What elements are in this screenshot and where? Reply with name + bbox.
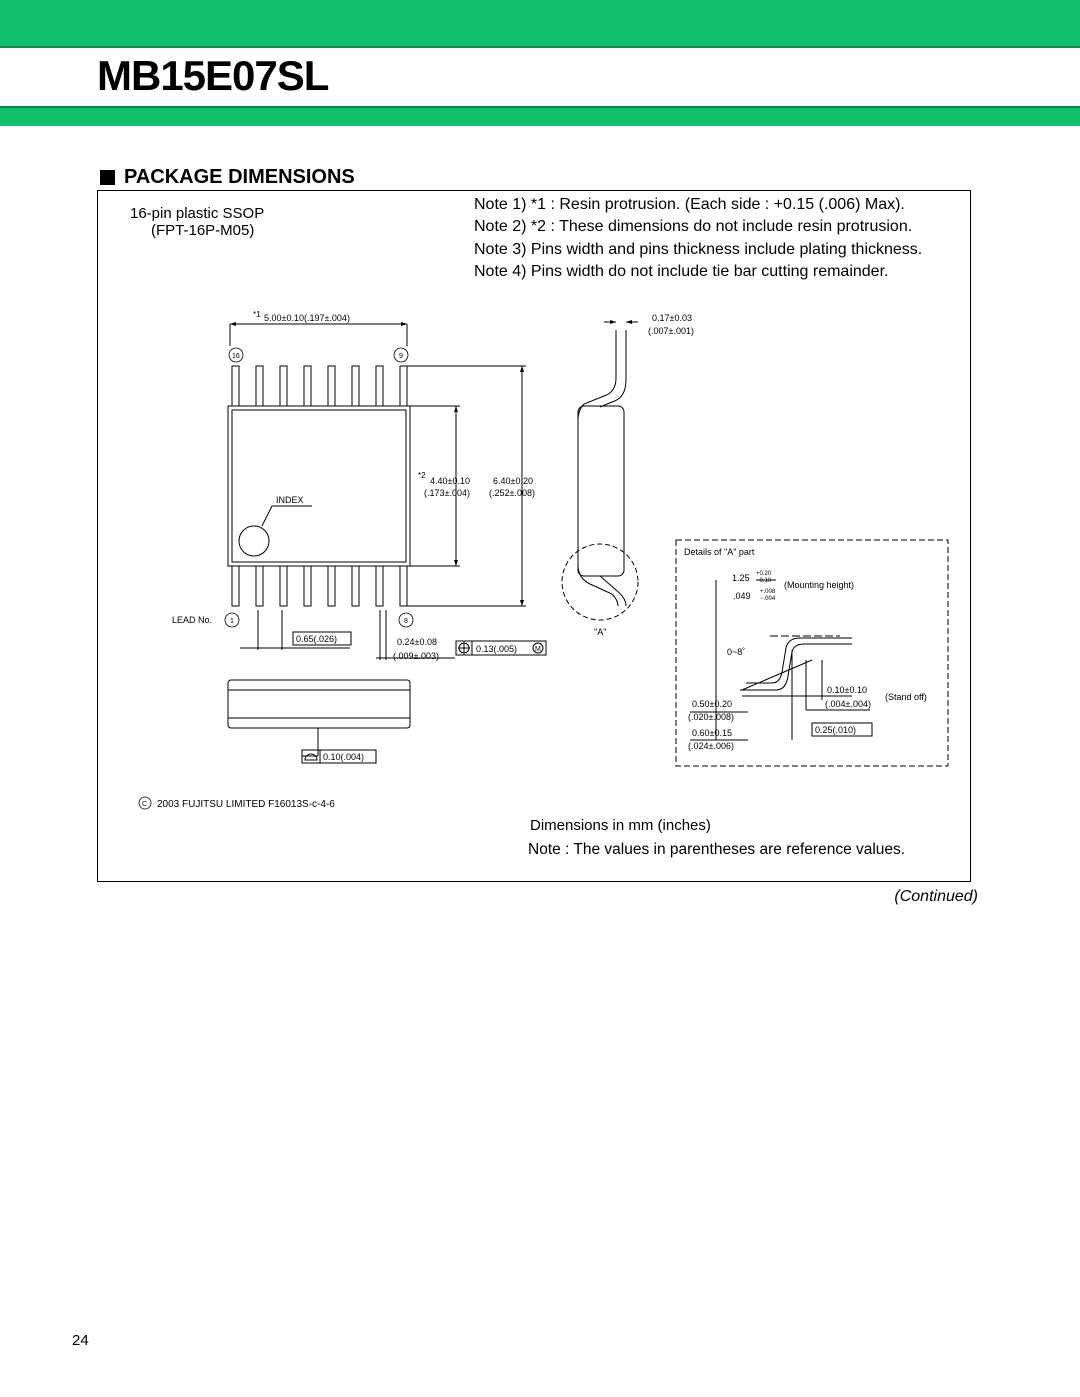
reference-values-note: Note : The values in parentheses are reference values. (528, 841, 906, 858)
copyright-label: 2003 FUJITSU LIMITED F16013S-c-4-6 (157, 799, 335, 810)
detail-reference-label: "A" (594, 627, 607, 637)
mount-height-minus: −0.10 (756, 578, 772, 584)
lead-thickness-inch: (.007±.001) (648, 326, 694, 336)
package-name: 16-pin plastic SSOP (130, 205, 265, 222)
lead-no-label: LEAD No. (172, 615, 213, 625)
angle-label: 0~8˚ (727, 647, 746, 657)
body-length-inch: (.173±.004) (424, 488, 470, 498)
standoff-inch: (.004±.004) (825, 699, 871, 709)
copyright-symbol: C (142, 801, 148, 808)
dimensions-unit-note: Dimensions in mm (inches) (530, 817, 711, 834)
dim-050-inch: (.020±.008) (688, 712, 734, 722)
continued-label: (Continued) (894, 888, 978, 905)
detail-title: Details of "A" part (684, 547, 755, 557)
pin-16-label: 16 (232, 353, 240, 360)
pin-width-label: 0.24±0.08 (397, 637, 437, 647)
package-code: (FPT-16P-M05) (151, 222, 255, 239)
index-label: INDEX (276, 495, 304, 505)
pin-width-inch: (.009±.003) (393, 651, 439, 661)
dim-050-label: 0.50±0.20 (692, 699, 732, 709)
body-width-label: 5.00±0.10(.197±.004) (264, 313, 350, 323)
section-title: PACKAGE DIMENSIONS (124, 166, 355, 188)
note-1: Note 1) *1 : Resin protrusion. (Each side : +0.15 (.006) Max). (474, 196, 905, 213)
dim-060-inch: (.024±.006) (688, 741, 734, 751)
pitch-label: 0.65(.026) (296, 634, 338, 644)
standoff-caption: (Stand off) (885, 692, 927, 702)
standoff-label: 0.10±0.10 (827, 685, 867, 695)
mount-height-plus: +0.20 (756, 571, 772, 577)
body-width-mark: *1 (253, 310, 261, 319)
lead-thickness-label: 0.17±0.03 (652, 313, 692, 323)
position-tolerance-label: 0.13(.005) (476, 644, 518, 654)
position-m-label: M (535, 646, 541, 653)
dim-060-label: 0.60±0.15 (692, 728, 732, 738)
gauge-plane-label: 0.25(.010) (815, 725, 857, 735)
note-3: Note 3) Pins width and pins thickness include plating thickness. (474, 240, 923, 258)
mount-height-inch: .049 (733, 591, 751, 601)
mount-height-inch-plus: +.008 (760, 589, 776, 595)
mount-height-caption: (Mounting height) (784, 580, 855, 590)
body-length-mark: *2 (418, 471, 426, 480)
flatness-label: 0.10(.004) (323, 752, 365, 762)
mount-height-inch-minus: −.004 (760, 596, 776, 602)
total-width-label: 6.40±0.20 (493, 476, 533, 486)
note-4: Note 4) Pins width do not include tie bar cutting remainder. (474, 262, 889, 280)
pin-9-label: 9 (399, 353, 403, 360)
pin-1-label: 1 (230, 618, 234, 625)
note-2: Note 2) *2 : These dimensions do not include resin protrusion. (474, 218, 913, 236)
page-number: 24 (72, 1332, 89, 1349)
mount-height-label: 1.25 (732, 573, 750, 583)
page-title: MB15E07SL (97, 52, 329, 99)
pin-8-label: 8 (404, 618, 408, 625)
body-length-label: 4.40±0.10 (430, 476, 470, 486)
total-width-inch: (.252±.008) (489, 488, 535, 498)
